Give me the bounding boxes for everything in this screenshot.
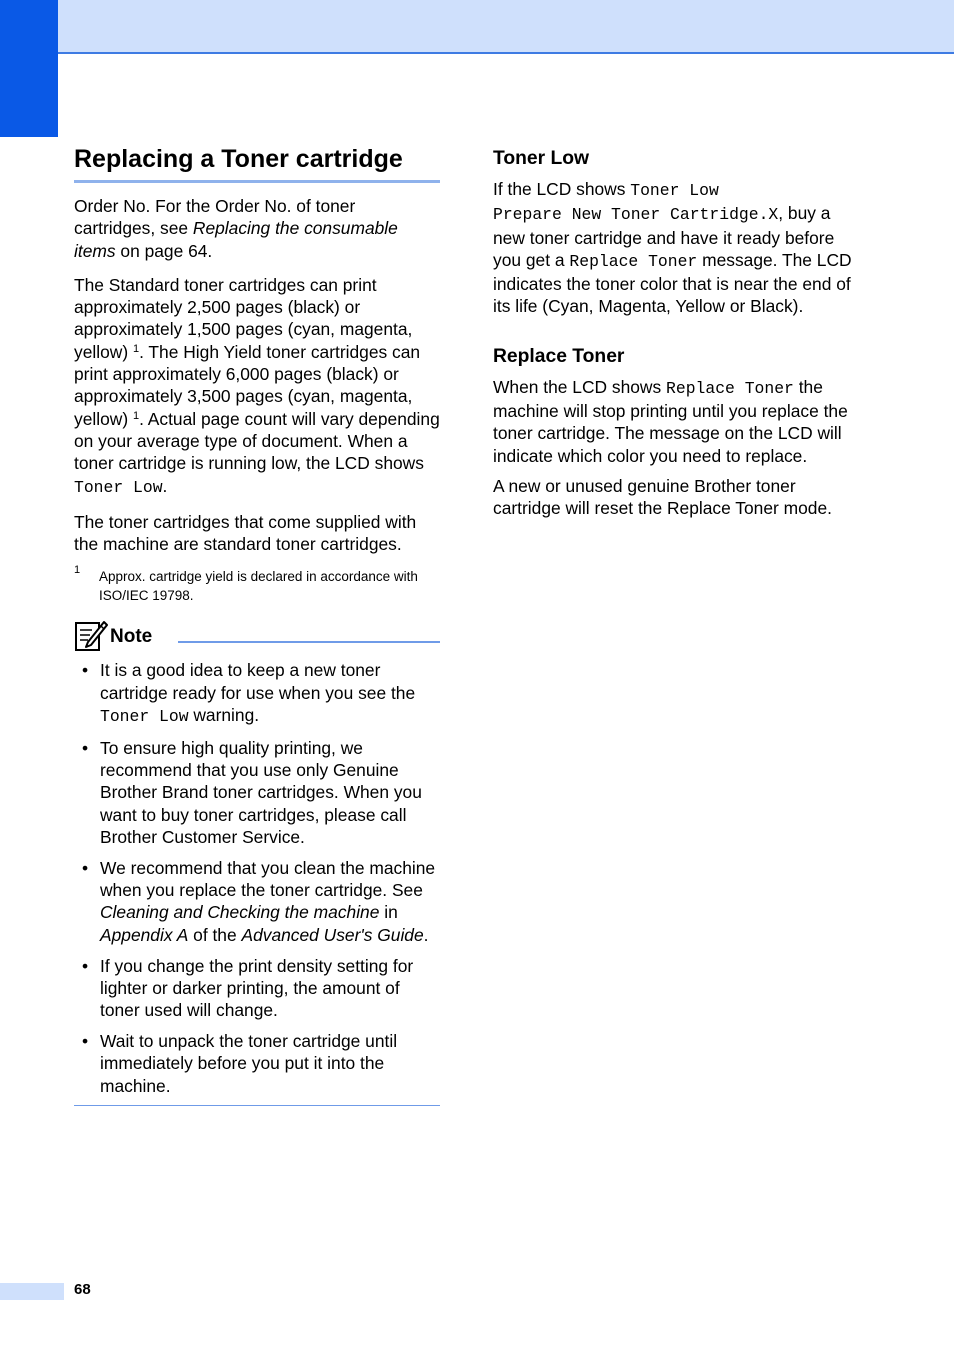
reset-mode-paragraph: A new or unused genuine Brother toner cartridge will reset the Replace Toner mode.: [493, 475, 832, 519]
bullet: •: [82, 857, 89, 878]
text-span: We recommend that you clean the machine when you replace the toner cartridge. See: [100, 857, 436, 901]
text-span: .: [162, 475, 168, 496]
text-span: . Actual page count will vary depending on your average type of document. When a toner cartridge is running low, the LCD shows: [74, 408, 440, 474]
lcd-message: Toner Low: [74, 477, 163, 497]
text-span: Wait to unpack the toner cartridge until immediately before you put it into the machine.: [100, 1030, 398, 1096]
text-span: the machine will stop printing until you replace the toner cartridge. The message on the LCD will indicate which color you need to replace.: [493, 376, 848, 466]
order-paragraph: [74, 195, 440, 262]
text-span: . The High Yield toner cartridges can print approximately 6,000 pages (black) or approximately 3,500 pages (cyan, magenta, yellow): [74, 341, 421, 429]
note-item: [74, 659, 440, 728]
note-list: [74, 659, 440, 1096]
appendix-reference: Appendix A: [100, 924, 189, 945]
lcd-message: Replace Toner: [666, 378, 794, 398]
text-span: , buy a new toner cartridge and have it ready before you get a: [493, 203, 835, 270]
left-column: [74, 140, 440, 1106]
text-span: message. The LCD indicates the toner color that is near the end of its life (Cyan, Magenta, Yellow or Black).: [493, 249, 852, 317]
lcd-message: Replace Toner: [569, 251, 698, 271]
note-header: [74, 619, 440, 655]
page-number: 68: [74, 1281, 91, 1298]
footnote-number: 1: [74, 564, 81, 577]
note-top-rule: [178, 641, 440, 643]
replace-toner-paragraph: [493, 376, 863, 467]
cleaning-reference: Cleaning and Checking the machine: [100, 902, 380, 923]
text-span: If you change the print density setting for lighter or darker printing, the amount of toner used will change.: [100, 955, 414, 1021]
replace-toner-heading: Replace Toner: [493, 345, 625, 367]
text-span: When the LCD shows: [493, 376, 667, 397]
footnote-ref: 1: [132, 342, 140, 355]
footnote: [74, 564, 440, 605]
note-item: [74, 955, 440, 1022]
note-item: [74, 737, 440, 848]
toner-low-paragraph: [493, 178, 863, 318]
lcd-message: Prepare New Toner Cartridge.X: [493, 205, 779, 225]
text-span: .: [423, 924, 429, 945]
text-span: warning.: [188, 705, 260, 726]
text-span: If the LCD shows: [493, 179, 631, 199]
consumable-items-reference: Replacing the consumable items: [74, 218, 398, 261]
right-column: [493, 146, 863, 520]
header-band: [0, 0, 954, 54]
chapter-tab: [0, 0, 58, 137]
page-number-tab: [0, 1283, 64, 1300]
guide-reference: Advanced User's Guide: [241, 924, 424, 945]
section-title: Replacing a Toner cartridge: [74, 144, 440, 183]
footnote-ref: 1: [132, 409, 140, 422]
text-span: in: [379, 902, 398, 923]
note-item: [74, 1030, 440, 1097]
text-span: of the: [188, 924, 242, 945]
note-item: [74, 857, 440, 946]
toner-low-heading: Toner Low: [493, 148, 590, 169]
text-span: The Standard toner cartridges can print approximately 2,500 pages (black) or approximately 1,500 pages (cyan, magenta, yellow): [74, 274, 413, 362]
bullet: •: [82, 1030, 89, 1051]
lcd-message: Toner Low: [630, 181, 719, 200]
text-span: on page 64.: [115, 240, 213, 261]
footnote-text: Approx. cartridge yield is declared in accordance with ISO/IEC 19798.: [99, 569, 418, 604]
bullet: •: [82, 955, 89, 976]
bullet: •: [82, 660, 89, 681]
text-span: It is a good idea to keep a new toner cartridge ready for use when you see the: [100, 660, 416, 703]
bullet: •: [82, 737, 89, 758]
note-pencil-icon: [74, 619, 108, 653]
note-label: Note: [110, 626, 153, 648]
supplied-cartridges-paragraph: The toner cartridges that come supplied with the machine are standard toner cartridges.: [74, 511, 417, 555]
lcd-message: Toner Low: [100, 707, 189, 727]
text-span: Order No. For the Order No. of toner cartridges, see: [74, 196, 356, 239]
yield-paragraph: [74, 274, 440, 499]
note-bottom-rule: [74, 1105, 440, 1106]
text-span: To ensure high quality printing, we recommend that you use only Genuine Brother Brand toner cartridges. When you want to buy toner cartridges, please call Brother Customer Service.: [100, 737, 422, 848]
